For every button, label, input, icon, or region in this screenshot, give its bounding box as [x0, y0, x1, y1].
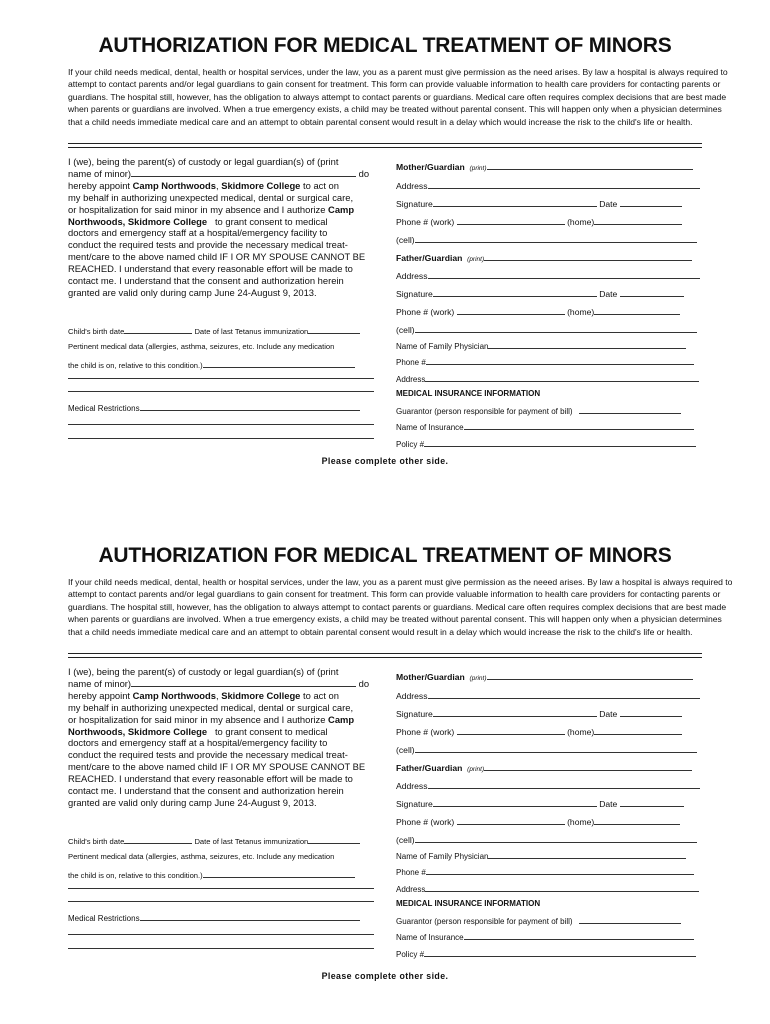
mother-date-field[interactable] [620, 708, 682, 717]
mother-work-phone-field[interactable] [457, 726, 565, 735]
form-title: AUTHORIZATION FOR MEDICAL TREATMENT OF MINORS [98, 544, 672, 567]
father-work-phone-field[interactable] [457, 306, 565, 315]
mother-address-field[interactable] [428, 180, 700, 189]
restrictions-line[interactable] [68, 948, 374, 949]
restrictions-line[interactable] [68, 934, 374, 935]
intro-paragraph: If your child needs medical, dental, health or hospital services, under the law, you as a parent must give permission as the neeed arises. By law a hospital is always required to attempt to contact parents and/or legal guardians to gain consent for treatment. This form can provide valuable information to health care providers for contacting parents or guardians. The hospital still, however, has the obligation to always attempt to contact parents or guardians. Medical care often requires complex decisions that are best made when parents or guardians are involved. When a true emergency exists, a child may be treated without parental consent. This will happen only when a physician determines that a child needs immediate medical care and an attempt to obtain parental consent would result in a delay which would increase the risk to the child's life or health. [68, 577, 733, 637]
insurance-name-field[interactable] [464, 421, 694, 430]
divider [68, 143, 702, 148]
tetanus-date-field[interactable] [308, 325, 360, 334]
mother-home-phone-field[interactable] [594, 216, 682, 225]
mother-name-field[interactable] [487, 671, 693, 680]
restrictions-field[interactable] [140, 402, 360, 411]
physician-phone-field[interactable] [426, 866, 694, 875]
mother-address-field[interactable] [428, 690, 700, 699]
footer-note: Please complete other side. [321, 971, 449, 981]
father-work-phone-field[interactable] [457, 816, 565, 825]
intro-paragraph: If your child needs medical, dental, health or hospital services, under the law, you as a parent must give permission as the need arises. By law a hospital is always required to attempt to contact parents and/or legal guardians to gain consent for treatment. This form can provide valuable information to health care providers for contacting parents or guardians. The hospital still, however, has the obligation to always attempt to contact parents or guardians. Medical care often requires complex decisions that are best made when parents or guardians are involved. When a true emergency exists, a child may be treated without parental consent. This will happen only when a physician determines that a child needs immediate medical care and an attempt to obtain parental consent would result in a delay which would increase the risk to the child's life or health. [68, 67, 728, 127]
father-cell-field[interactable] [415, 834, 697, 843]
birth-date-field[interactable] [124, 835, 192, 844]
mother-signature-field[interactable] [433, 198, 597, 207]
policy-number-field[interactable] [424, 438, 696, 447]
physician-address-field[interactable] [425, 373, 699, 382]
mother-work-phone-field[interactable] [457, 216, 565, 225]
mother-date-field[interactable] [620, 198, 682, 207]
mother-cell-field[interactable] [415, 234, 697, 243]
minor-name-field[interactable] [131, 678, 356, 687]
father-signature-field[interactable] [433, 288, 597, 297]
mother-home-phone-field[interactable] [594, 726, 682, 735]
policy-number-field[interactable] [424, 948, 696, 957]
medical-data-line[interactable] [68, 901, 374, 902]
father-date-field[interactable] [620, 288, 684, 297]
footer-note: Please complete other side. [321, 456, 449, 466]
mother-signature-field[interactable] [433, 708, 597, 717]
father-home-phone-field[interactable] [594, 816, 680, 825]
physician-address-field[interactable] [425, 883, 699, 892]
tetanus-date-field[interactable] [308, 835, 360, 844]
guarantor-field[interactable] [579, 405, 681, 414]
birth-date-field[interactable] [124, 325, 192, 334]
minor-name-field[interactable] [131, 168, 356, 177]
father-date-field[interactable] [620, 798, 684, 807]
guarantor-field[interactable] [579, 915, 681, 924]
physician-name-field[interactable] [488, 340, 686, 349]
medical-data-line[interactable] [68, 391, 374, 392]
insurance-name-field[interactable] [464, 931, 694, 940]
mother-cell-field[interactable] [415, 744, 697, 753]
father-home-phone-field[interactable] [594, 306, 680, 315]
form-title: AUTHORIZATION FOR MEDICAL TREATMENT OF MINORS [98, 34, 672, 57]
father-name-field[interactable] [484, 252, 692, 261]
restrictions-field[interactable] [140, 912, 360, 921]
medical-data-field[interactable] [203, 359, 355, 368]
father-signature-field[interactable] [433, 798, 597, 807]
restrictions-line[interactable] [68, 424, 374, 425]
father-cell-field[interactable] [415, 324, 697, 333]
medical-data-line[interactable] [68, 378, 374, 379]
physician-name-field[interactable] [488, 850, 686, 859]
divider [68, 653, 702, 658]
medical-data-line[interactable] [68, 888, 374, 889]
medical-data-field[interactable] [203, 869, 355, 878]
physician-phone-field[interactable] [426, 356, 694, 365]
consent-paragraph: I (we), being the parent(s) of custody or legal guardian(s) of (print name of minor) do hereby appoint Camp Northwoods, Skidmore College to act on my behalf in authorizing unexpected medical, dental or surgical care, or hospitalization for said minor in my absence and I authorize Camp Northwoods, Skidmore College to grant consent to medical doctors and emergency staff at a hospital/emergency facility to conduct the required tests and provide the necessary medical treat- ment/care to the above named child IF I OR MY SPOUSE CANNOT BE REACHED. I understand that every reasonable effort will be made to contact me. I understand that the consent and authorization herein granted are valid only during camp June 24-August 9, 2013. [68, 156, 370, 298]
mother-name-field[interactable] [487, 161, 693, 170]
father-name-field[interactable] [484, 762, 692, 771]
restrictions-line[interactable] [68, 438, 374, 439]
father-address-field[interactable] [428, 270, 700, 279]
consent-paragraph: I (we), being the parent(s) of custody or legal guardian(s) of (print name of minor) do hereby appoint Camp Northwoods, Skidmore College to act on my behalf in authorizing unexpected medical, dental or surgical care, or hospitalization for said minor in my absence and I authorize Camp Northwoods, Skidmore College to grant consent to medical doctors and emergency staff at a hospital/emergency facility to conduct the required tests and provide the necessary medical treat- ment/care to the above named child IF I OR MY SPOUSE CANNOT BE REACHED. I understand that every reasonable effort will be made to contact me. I understand that the consent and authorization herein granted are valid only during camp June 24-August 9, 2013. [68, 666, 370, 808]
father-address-field[interactable] [428, 780, 700, 789]
